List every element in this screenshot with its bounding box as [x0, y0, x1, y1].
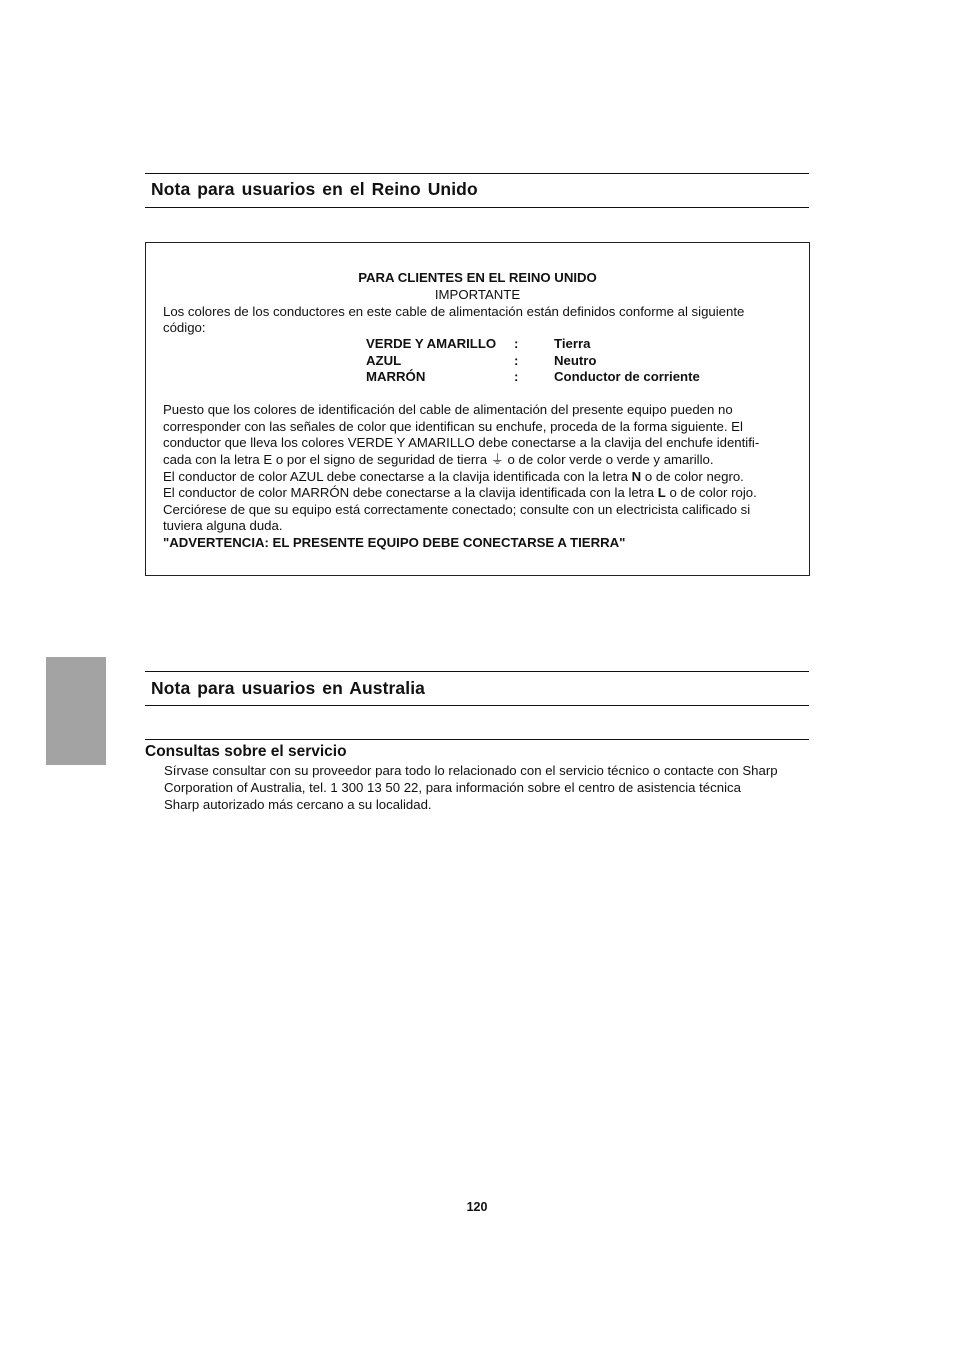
paragraph-line: corresponder con las señales de color que identifican su enchufe, proceda de la forma siguiente. El: [163, 419, 743, 434]
earth-symbol-icon: ⏚: [490, 452, 504, 467]
paragraph-line: Puesto que los colores de identificación del cable de alimentación del presente equipo pueden no: [163, 402, 733, 417]
code-color: MARRÓN: [366, 369, 426, 384]
service-subheading: Consultas sobre el servicio: [145, 743, 347, 760]
code-color: AZUL: [366, 353, 402, 368]
page-number: 120: [466, 1200, 488, 1214]
code-meaning: Conductor de corriente: [554, 369, 700, 384]
notice-intro-line: código:: [163, 320, 206, 335]
blue-line-text: El conductor de color AZUL debe conectarse a la clavija identificada con la letra: [163, 469, 632, 484]
service-body-line: Sírvase consultar con su proveedor para todo lo relacionado con el servicio técnico o contacte con Sharp: [164, 763, 778, 778]
code-meaning: Neutro: [554, 353, 597, 368]
notice-subheader: IMPORTANTE: [434, 287, 521, 302]
uk-section-heading: [145, 173, 809, 208]
code-separator: :: [514, 369, 519, 384]
uk-section-title: Nota para usuarios en el Reino Unido: [151, 179, 478, 199]
brown-letter: L: [657, 485, 666, 500]
divider: [145, 739, 809, 740]
paragraph-line: Cerciórese de que su equipo está correctamente conectado; consulte con un electricista calificado si: [163, 502, 751, 517]
paragraph-line: [163, 485, 757, 502]
uk-notice-box: [145, 242, 810, 576]
brown-line-text: o de color rojo.: [665, 485, 757, 500]
code-separator: :: [514, 353, 519, 368]
paragraph-line: [163, 452, 714, 469]
blue-line-text: o de color negro.: [641, 469, 744, 484]
code-meaning: Tierra: [554, 336, 591, 351]
earth-line-text: cada con la letra E o por el signo de seguridad de tierra: [163, 452, 491, 467]
code-color: VERDE Y AMARILLO: [366, 336, 497, 351]
brown-line-text: El conductor de color MARRÓN debe conectarse a la clavija identificada con la letra: [163, 485, 658, 500]
service-body-line: Sharp autorizado más cercano a su localidad.: [164, 797, 432, 812]
blue-letter: N: [631, 469, 642, 484]
service-body-line: Corporation of Australia, tel. 1 300 13 50 22, para información sobre el centro de asistencia técnica: [164, 780, 741, 795]
paragraph-line: [163, 469, 744, 486]
code-separator: :: [514, 336, 519, 351]
language-tab-marker: [46, 657, 106, 765]
earth-line-text: o de color verde o verde y amarillo.: [503, 452, 714, 467]
paragraph-line: conductor que lleva los colores VERDE Y AMARILLO debe conectarse a la clavija del enchufe identifi-: [163, 435, 760, 450]
notice-header: PARA CLIENTES EN EL REINO UNIDO: [358, 270, 597, 285]
paragraph-line: tuviera alguna duda.: [163, 518, 283, 533]
notice-intro-line: Los colores de los conductores en este cable de alimentación están definidos conforme al siguiente: [163, 304, 745, 319]
au-section-title: Nota para usuarios en Australia: [151, 678, 426, 698]
au-section-heading: [145, 671, 809, 706]
warning-line: "ADVERTENCIA: EL PRESENTE EQUIPO DEBE CONECTARSE A TIERRA": [163, 535, 626, 550]
